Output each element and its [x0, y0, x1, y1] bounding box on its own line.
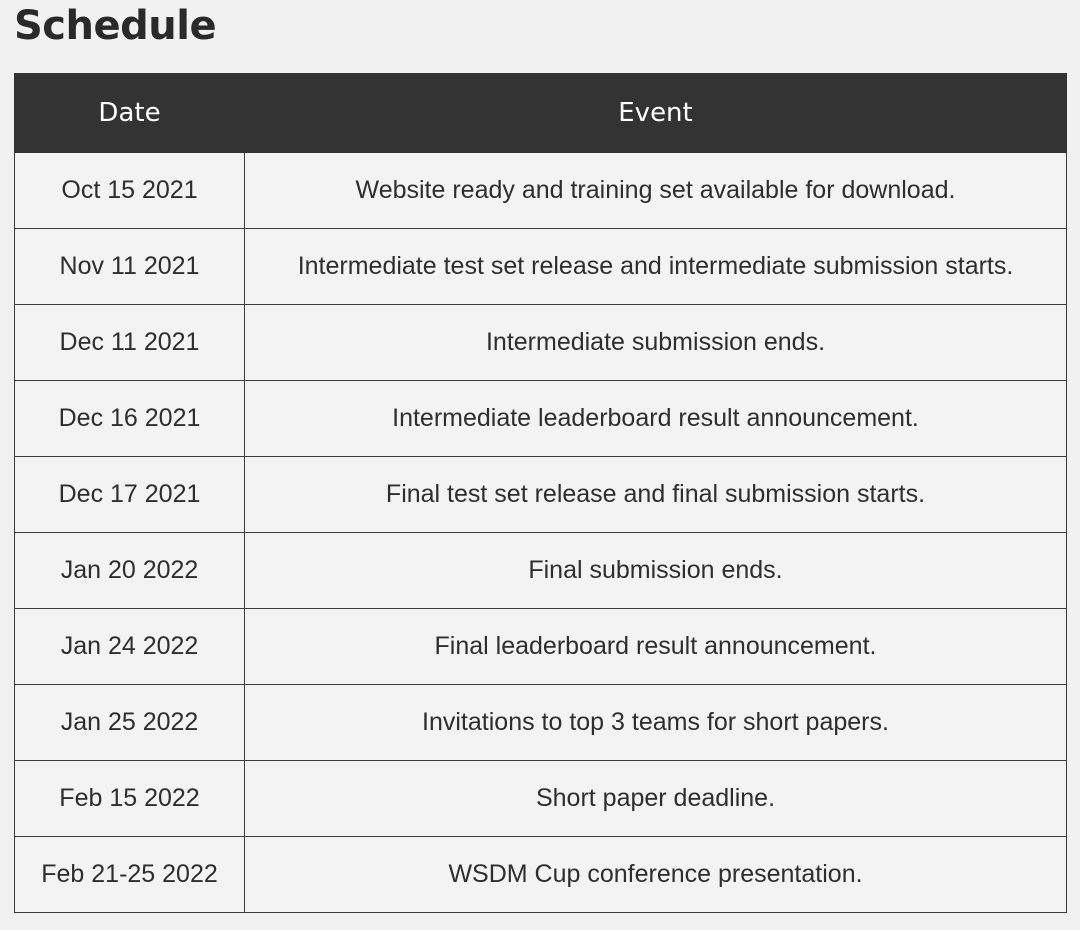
date-cell: Dec 11 2021 [15, 305, 245, 381]
event-cell: Invitations to top 3 teams for short papers. [245, 685, 1067, 761]
date-cell: Jan 25 2022 [15, 685, 245, 761]
table-row [15, 229, 1067, 305]
date-cell: Feb 15 2022 [15, 761, 245, 837]
event-cell: Short paper deadline. [245, 761, 1067, 837]
table-row [15, 761, 1067, 837]
date-cell: Feb 21-25 2022 [15, 837, 245, 913]
table-header [15, 74, 1067, 153]
event-cell: Intermediate submission ends. [245, 305, 1067, 381]
table-row [15, 685, 1067, 761]
column-header-event: Event [245, 74, 1067, 153]
header-row [15, 74, 1067, 153]
event-cell: Final submission ends. [245, 533, 1067, 609]
event-cell: Final test set release and final submission starts. [245, 457, 1067, 533]
table-row [15, 381, 1067, 457]
date-cell: Oct 15 2021 [15, 153, 245, 229]
event-cell: WSDM Cup conference presentation. [245, 837, 1067, 913]
table-row [15, 153, 1067, 229]
column-header-date: Date [15, 74, 245, 153]
date-cell: Dec 16 2021 [15, 381, 245, 457]
table-row [15, 837, 1067, 913]
table-row [15, 533, 1067, 609]
table-row [15, 305, 1067, 381]
event-cell: Intermediate test set release and intermediate submission starts. [245, 229, 1067, 305]
page-title: Schedule [14, 3, 217, 49]
table-body [15, 153, 1067, 913]
event-cell: Final leaderboard result announcement. [245, 609, 1067, 685]
date-cell: Dec 17 2021 [15, 457, 245, 533]
date-cell: Jan 24 2022 [15, 609, 245, 685]
event-cell: Website ready and training set available for download. [245, 153, 1067, 229]
event-cell: Intermediate leaderboard result announcement. [245, 381, 1067, 457]
date-cell: Jan 20 2022 [15, 533, 245, 609]
table-row [15, 457, 1067, 533]
table-row [15, 609, 1067, 685]
date-cell: Nov 11 2021 [15, 229, 245, 305]
schedule-table [14, 73, 1067, 913]
